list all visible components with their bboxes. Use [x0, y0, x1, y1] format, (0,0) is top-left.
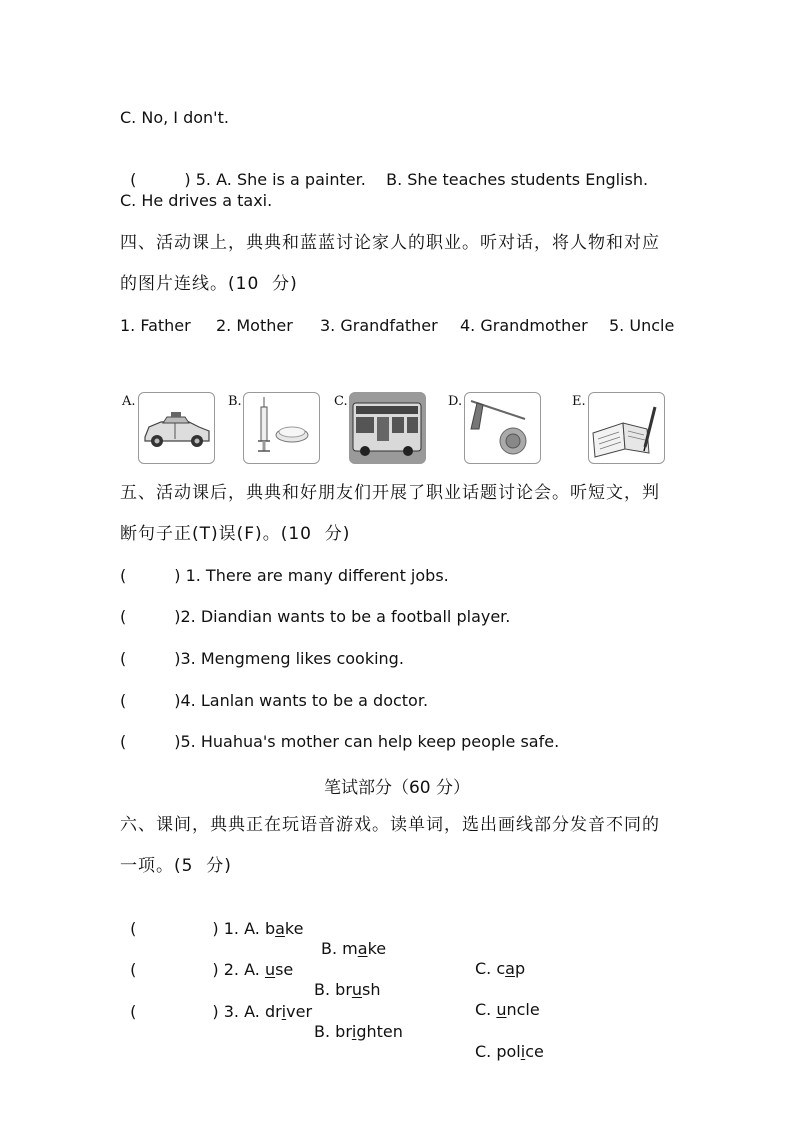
- section5-title-line1: 五、活动课后，典典和好朋友们开展了职业话题讨论会。听短文，判: [120, 483, 660, 503]
- answer-paren: (: [120, 691, 127, 710]
- syringe-icon: [243, 392, 320, 464]
- taxi-icon: [138, 392, 215, 464]
- option-c[interactable]: C. uncle: [475, 1000, 540, 1019]
- option-c[interactable]: C. police: [475, 1042, 544, 1061]
- tf-item-1: [120, 566, 449, 586]
- person-grandmother[interactable]: 4. Grandmother: [460, 316, 588, 335]
- tf-item-5: [120, 732, 559, 752]
- picture-label: A.: [122, 394, 136, 409]
- tf-item-text: )4. Lanlan wants to be a doctor.: [174, 691, 429, 710]
- option-a[interactable]: bake: [264, 919, 304, 938]
- item-number: ) 1. A.: [212, 919, 265, 938]
- answer-paren: (: [130, 919, 137, 938]
- section4-title-line2: 的图片连线。(10 分): [120, 274, 298, 294]
- section5-title-line2: 断句子正(T)误(F)。(10 分): [120, 524, 351, 544]
- tf-item-text: )5. Huahua's mother can help keep people safe.: [174, 732, 560, 751]
- picture-label: C.: [334, 394, 348, 409]
- option-b[interactable]: B. brighten: [314, 1022, 403, 1041]
- hoe-icon: [464, 392, 541, 464]
- picture-label: B.: [228, 394, 242, 409]
- option-b[interactable]: B. brush: [314, 980, 381, 999]
- tf-item-3: [120, 649, 404, 669]
- tf-item-4: [120, 691, 428, 711]
- answer-paren: (: [120, 607, 127, 626]
- person-father[interactable]: 1. Father: [120, 316, 191, 335]
- answer-paren: (: [120, 732, 127, 751]
- option-a[interactable]: use: [264, 960, 294, 979]
- option-b[interactable]: B. make: [321, 939, 387, 958]
- picture-label: D.: [448, 394, 463, 409]
- tf-item-text: )3. Mengmeng likes cooking.: [174, 649, 404, 668]
- q4-option-c: C. No, I don't.: [120, 108, 229, 127]
- answer-paren: (: [120, 649, 127, 668]
- bus-icon: [349, 392, 426, 464]
- answer-paren: (: [130, 960, 137, 979]
- phonics-item-3: [120, 982, 680, 1062]
- person-grandfather[interactable]: 3. Grandfather: [320, 316, 438, 335]
- people-row: [120, 316, 680, 336]
- answer-paren: (: [130, 1002, 137, 1021]
- section6-title-line1: 六、课间，典典正在玩语音游戏。读单词，选出画线部分发音不同的: [120, 815, 660, 835]
- answer-paren: (: [130, 170, 137, 189]
- option-c[interactable]: C. cap: [475, 959, 526, 978]
- item-number: ) 2. A.: [212, 960, 265, 979]
- item-number: ) 3. A.: [212, 1002, 265, 1021]
- book-icon: [588, 392, 665, 464]
- written-part-heading: 笔试部分（60 分）: [323, 778, 471, 798]
- person-mother[interactable]: 2. Mother: [216, 316, 293, 335]
- q5-row: [120, 150, 648, 190]
- option-a[interactable]: driver: [264, 1002, 313, 1021]
- person-uncle[interactable]: 5. Uncle: [609, 316, 675, 335]
- q5-option-c: C. He drives a taxi.: [120, 191, 273, 210]
- tf-item-2: [120, 607, 510, 627]
- q5-text: ) 5. A. She is a painter. B. She teaches students English.: [184, 170, 649, 189]
- tf-item-text: ) 1. There are many different jobs.: [174, 566, 449, 585]
- section6-title-line2: 一项。(5 分): [120, 856, 232, 876]
- tf-item-text: )2. Diandian wants to be a football player.: [174, 607, 511, 626]
- answer-paren: (: [120, 566, 127, 585]
- picture-label: E.: [572, 394, 586, 409]
- section4-title-line1: 四、活动课上，典典和蓝蓝讨论家人的职业。听对话，将人物和对应: [120, 233, 660, 253]
